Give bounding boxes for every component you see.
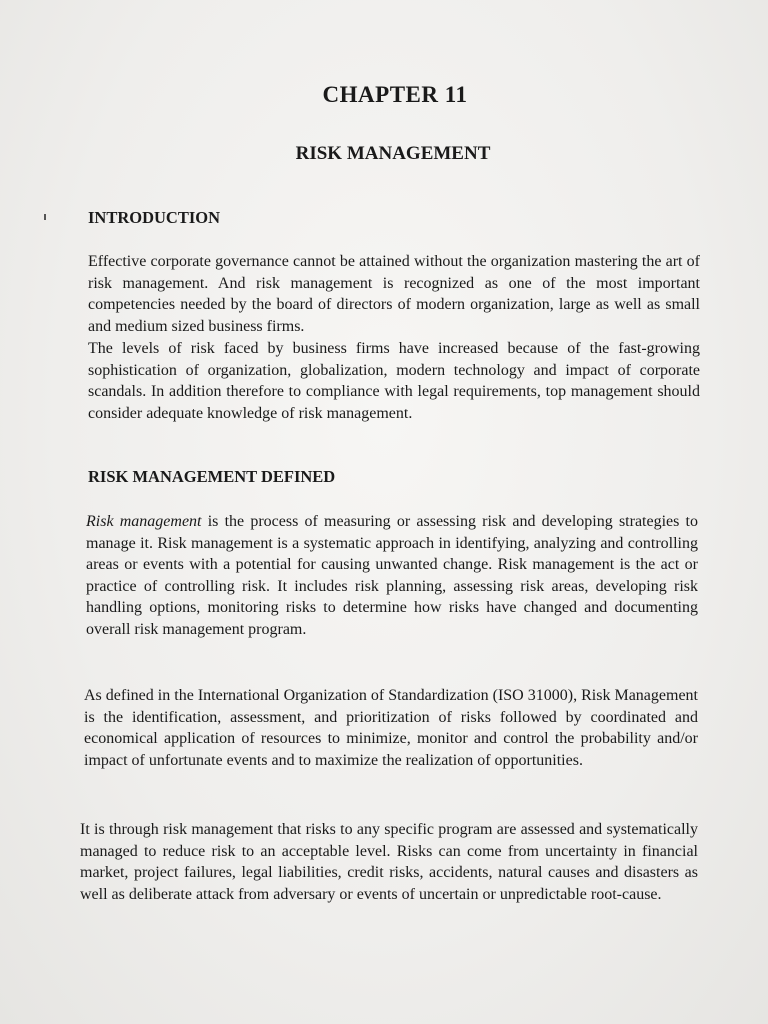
chapter-title: RISK MANAGEMENT xyxy=(295,143,491,164)
section-heading-introduction: INTRODUCTION xyxy=(88,208,221,227)
defined-paragraph-2: As defined in the International Organization of Standardization (ISO 31000), Risk Management is the identification, assessment, and prioritization of risks followed by coordinated and economical application of resources to minimize, monitor and control the probability and/or impact of unfortunate events and to maximize the realization of opportunities. xyxy=(84,687,698,769)
chapter-number: CHAPTER 11 xyxy=(322,82,468,107)
defined-paragraph-1 xyxy=(86,511,698,641)
defined-paragraph-1-body: is the process of measuring or assessing risk and developing strategies to manage it. Risk management is a systematic approach in identifying, analyzing and controlling areas or events with a potential for causing unwanted change. Risk management is the act or practice of controlling risk. It includes risk planning, assessing risk areas, developing risk handling options, monitoring risks to determine how risks have changed and documenting overall risk management program. xyxy=(86,513,699,638)
defined-paragraph-3: It is through risk management that risks to any specific program are assessed and systematically managed to reduce risk to an acceptable level. Risks can come from uncertainty in financial market, project failures, legal liabilities, credit risks, accidents, natural causes and disasters as well as deliberate attack from adversary or events of uncertain or unpredictable root-cause. xyxy=(80,821,698,903)
introduction-paragraph-2: The levels of risk faced by business firms have increased because of the fast-growing sophistication of organization, globalization, modern technology and impact of corporate scandals. In addition therefore to compliance with legal requirements, top management should consider adequate knowledge of risk management. xyxy=(88,340,700,422)
introduction-paragraph-1: Effective corporate governance cannot be attained without the organization mastering the art of risk management. And risk management is recognized as one of the most important competencies needed by the board of directors of modern organization, large as well as small and medium sized business firms. xyxy=(88,253,700,335)
defined-term: Risk management xyxy=(86,513,202,530)
section-heading-risk-management-defined: RISK MANAGEMENT DEFINED xyxy=(88,467,336,486)
margin-mark xyxy=(44,214,46,220)
